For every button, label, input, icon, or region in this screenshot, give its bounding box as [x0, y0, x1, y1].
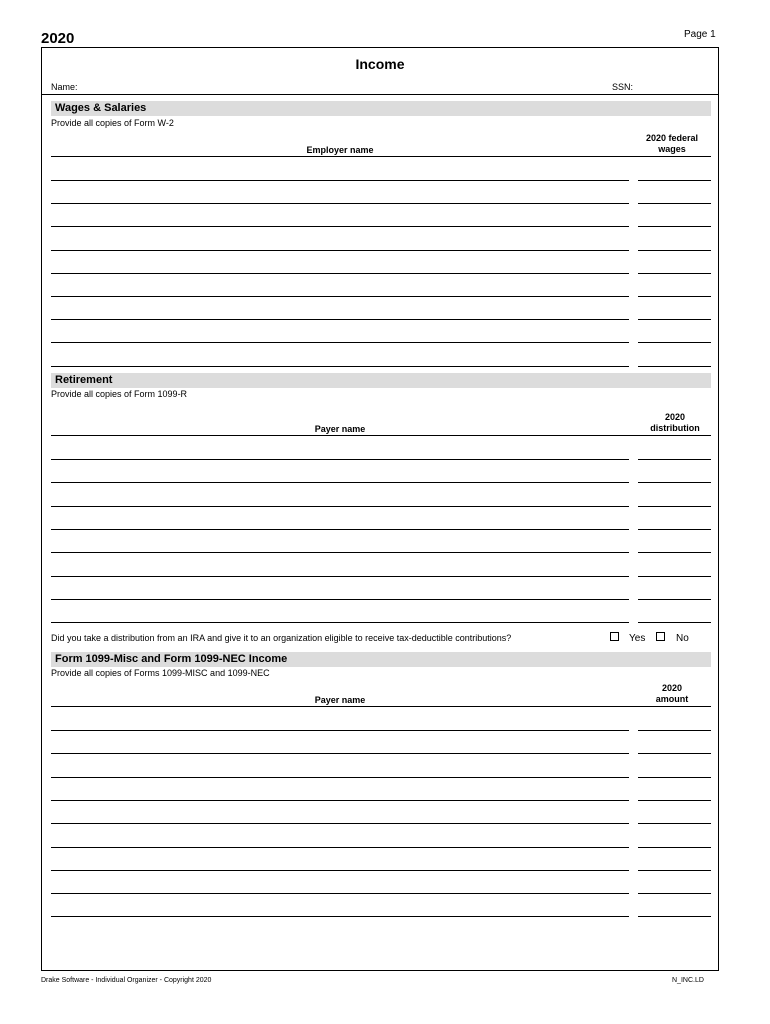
wages-amount-entry-line[interactable] [638, 226, 711, 227]
form-year: 2020 [41, 30, 75, 47]
wages-amount-entry-line[interactable] [638, 180, 711, 181]
form-frame [41, 47, 719, 971]
retirement-section-title: Retirement [55, 374, 113, 386]
misc-payer-name-column-header: Payer name [314, 695, 366, 705]
federal-wages-column-header [632, 133, 712, 155]
misc-name-entry-line[interactable] [51, 800, 629, 801]
retirement-name-entry-line[interactable] [51, 482, 629, 483]
misc-amount-entry-line[interactable] [638, 916, 711, 917]
amount-header-line-2: amount [655, 694, 689, 704]
wages-name-entry-line[interactable] [51, 180, 629, 181]
wages-amount-entry-line[interactable] [638, 273, 711, 274]
footer-copyright: Drake Software - Individual Organizer - Copyright 2020 [41, 977, 212, 984]
misc-name-entry-line[interactable] [51, 847, 629, 848]
retirement-name-entry-line[interactable] [51, 529, 629, 530]
page-title: Income [355, 56, 405, 72]
misc-amount-entry-line[interactable] [638, 753, 711, 754]
wages-section-header [51, 101, 711, 116]
wages-section-subtitle: Provide all copies of Form W-2 [51, 118, 174, 128]
misc-name-entry-line[interactable] [51, 777, 629, 778]
page-number: Page 1 [684, 29, 716, 40]
distribution-header-line-2: distribution [650, 423, 700, 433]
retirement-section-subtitle: Provide all copies of Form 1099-R [51, 389, 188, 399]
wages-amount-entry-line[interactable] [638, 342, 711, 343]
misc-amount-entry-line[interactable] [638, 730, 711, 731]
misc-name-entry-line[interactable] [51, 730, 629, 731]
yes-checkbox[interactable] [610, 632, 619, 641]
federal-wages-header-line-1: 2020 federal [645, 133, 699, 143]
no-label: No [676, 633, 689, 644]
misc-amount-entry-line[interactable] [638, 777, 711, 778]
wages-name-entry-line[interactable] [51, 273, 629, 274]
misc-name-entry-line[interactable] [51, 823, 629, 824]
yes-label: Yes [629, 633, 646, 644]
misc-amount-entry-line[interactable] [638, 847, 711, 848]
no-checkbox[interactable] [656, 632, 665, 641]
misc-amount-entry-line[interactable] [638, 823, 711, 824]
misc-amount-entry-line[interactable] [638, 870, 711, 871]
retirement-name-entry-line[interactable] [51, 576, 629, 577]
retirement-amount-entry-line[interactable] [638, 482, 711, 483]
retirement-section-header [51, 373, 711, 388]
wages-name-entry-line[interactable] [51, 250, 629, 251]
misc-section-subtitle: Provide all copies of Forms 1099-MISC and 1099-NEC [51, 668, 270, 678]
misc-amount-entry-line[interactable] [638, 893, 711, 894]
retirement-name-entry-line[interactable] [51, 599, 629, 600]
distribution-column-header [632, 412, 718, 434]
retirement-payer-name-column-header: Payer name [314, 424, 366, 434]
retirement-amount-entry-line[interactable] [638, 552, 711, 553]
misc-name-entry-line[interactable] [51, 870, 629, 871]
misc-amount-entry-line[interactable] [638, 800, 711, 801]
misc-name-entry-line[interactable] [51, 893, 629, 894]
wages-header-rule [51, 156, 711, 157]
misc-section-header [51, 652, 711, 667]
misc-name-entry-line[interactable] [51, 916, 629, 917]
wages-name-entry-line[interactable] [51, 226, 629, 227]
retirement-amount-entry-line[interactable] [638, 576, 711, 577]
retirement-amount-entry-line[interactable] [638, 506, 711, 507]
retirement-name-entry-line[interactable] [51, 459, 629, 460]
wages-amount-entry-line[interactable] [638, 250, 711, 251]
retirement-amount-entry-line[interactable] [638, 529, 711, 530]
wages-name-entry-line[interactable] [51, 319, 629, 320]
wages-name-entry-line[interactable] [51, 342, 629, 343]
retirement-amount-entry-line[interactable] [638, 599, 711, 600]
retirement-name-entry-line[interactable] [51, 552, 629, 553]
name-ssn-divider [41, 94, 719, 95]
ira-charity-question: Did you take a distribution from an IRA and give it to an organization eligible to receive tax-deductible contributions? [51, 633, 512, 643]
retirement-name-entry-line[interactable] [51, 622, 629, 623]
amount-header-line-1: 2020 [661, 683, 683, 693]
footer-form-code: N_INC.LD [672, 977, 704, 984]
wages-name-entry-line[interactable] [51, 296, 629, 297]
retirement-header-rule [51, 435, 711, 436]
wages-amount-entry-line[interactable] [638, 203, 711, 204]
ssn-label: SSN: [612, 82, 634, 92]
retirement-amount-entry-line[interactable] [638, 622, 711, 623]
employer-name-column-header: Employer name [306, 145, 374, 155]
federal-wages-header-line-2: wages [658, 144, 686, 154]
wages-amount-entry-line[interactable] [638, 366, 711, 367]
misc-name-entry-line[interactable] [51, 753, 629, 754]
wages-name-entry-line[interactable] [51, 203, 629, 204]
wages-section-title: Wages & Salaries [55, 102, 147, 114]
wages-amount-entry-line[interactable] [638, 296, 711, 297]
misc-section-title: Form 1099-Misc and Form 1099-NEC Income [55, 653, 288, 665]
retirement-amount-entry-line[interactable] [638, 459, 711, 460]
retirement-name-entry-line[interactable] [51, 506, 629, 507]
misc-header-rule [51, 706, 711, 707]
wages-name-entry-line[interactable] [51, 366, 629, 367]
name-label: Name: [51, 82, 78, 92]
distribution-header-line-1: 2020 [664, 412, 686, 422]
wages-amount-entry-line[interactable] [638, 319, 711, 320]
amount-column-header [632, 683, 712, 705]
